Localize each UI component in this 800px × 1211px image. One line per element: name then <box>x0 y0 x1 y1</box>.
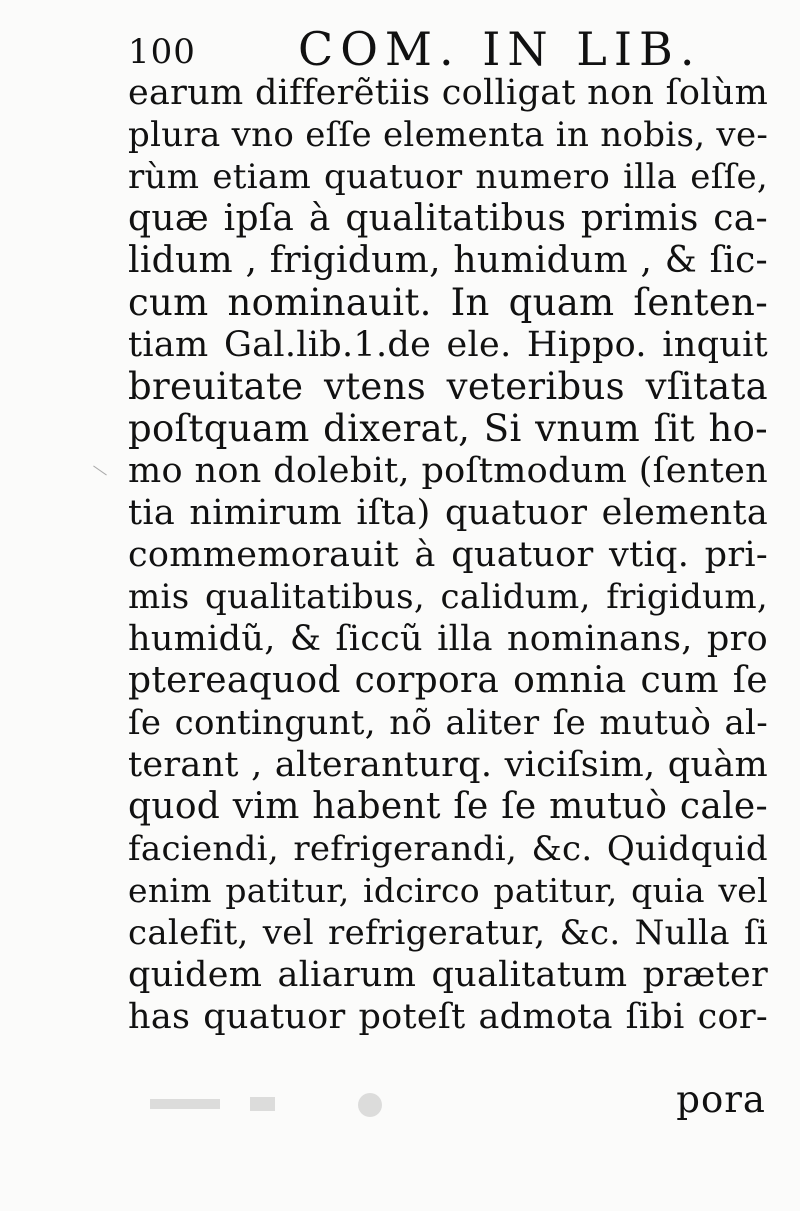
text-line: faciendi, refrigerandi, &c. Quidquid <box>128 829 768 869</box>
page-header <box>128 22 768 78</box>
text-line: enim patitur, idcirco patitur, quia vel <box>128 871 768 910</box>
text-line: terant , alteranturq. viciſsim, quàm <box>128 745 768 785</box>
text-line: ptereaquod corpora omnia cum ſe <box>128 660 768 701</box>
page-number: 100 <box>128 32 196 72</box>
text-line: ſe contingunt, nõ aliter ſe mutuò al- <box>128 703 768 743</box>
catchword: pora <box>676 1078 766 1121</box>
text-line: quidem aliarum qualitatum præter <box>128 955 768 995</box>
body-text <box>128 72 768 1038</box>
text-line: tiam Gal.lib.1.de ele. Hippo. inquit <box>128 325 768 365</box>
text-line: earum differẽtiis colligat non ſolùm <box>128 73 769 113</box>
text-line: tia nimirum iſta) quatuor elementa <box>128 493 768 533</box>
text-line: mo non dolebit, poſtmodum (ſenten <box>128 451 768 491</box>
text-line: plura vno eſſe elementa in nobis, ve- <box>128 115 769 155</box>
text-line: commemorauit à quatuor vtiq. pri- <box>128 535 768 575</box>
text-line: poſtquam dixerat, Si vnum ſit ho- <box>128 407 768 450</box>
text-line: mis qualitatibus, calidum, frigidum, <box>128 577 768 617</box>
text-line: lidum , frigidum, humidum , & ſic- <box>128 240 768 281</box>
text-line: calefit, vel refrigeratur, &c. Nulla ſi <box>128 913 768 953</box>
text-line: quod vim habent ſe ſe mutuò cale- <box>128 786 768 827</box>
text-line: quæ ipſa à qualitatibus primis ca- <box>128 198 768 239</box>
running-head: COM. IN LIB. <box>298 22 702 76</box>
text-line: breuitate vtens veteribus vſitata <box>128 365 768 408</box>
text-line: has quatuor poteſt admota ſibi cor- <box>128 997 768 1037</box>
text-line: rùm etiam quatuor numero illa eſſe, <box>128 157 768 197</box>
show-through-ink <box>150 1085 450 1125</box>
text-line: cum nominauit. In quam ſenten- <box>128 281 768 324</box>
text-line: humidũ, & ſiccũ illa nominans, pro <box>128 619 768 659</box>
margin-mark <box>93 466 107 476</box>
